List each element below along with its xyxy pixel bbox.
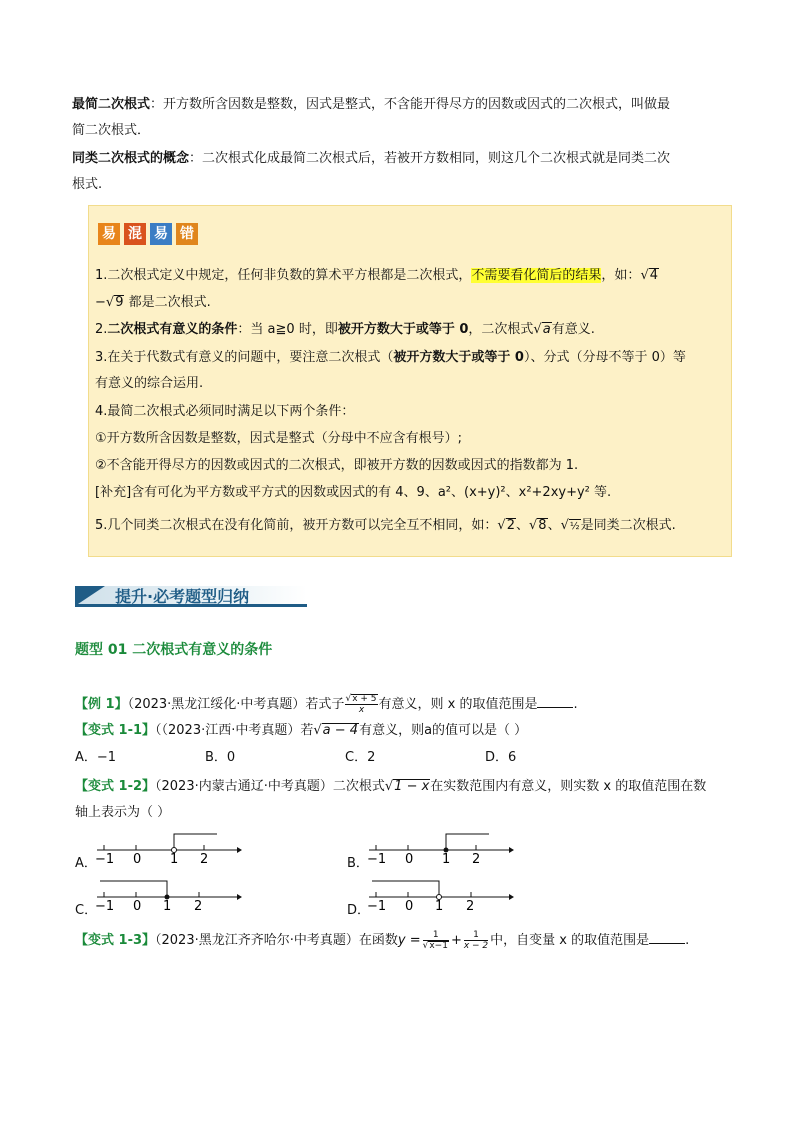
tip-line-4: 3.在关于代数式有意义的问题中，要注意二次根式（被开方数大于或等于 0）、分式（分母不等于 0）等: [95, 350, 686, 365]
badge-hun: 混: [124, 223, 146, 245]
variant-1-2: 【变式 1-2】（2023·内蒙古通辽·中考真题）二次根式√1 − x在实数范围内有意义，则实数 x 的取值范围在数: [75, 779, 707, 794]
tick-c-3: 2: [194, 899, 203, 914]
tip-line-2: −√9 都是二次根式.: [95, 295, 211, 310]
tick-c-2: 1: [163, 899, 172, 914]
tick-a-1: 0: [133, 852, 142, 867]
v12-label-a[interactable]: A．: [75, 856, 97, 871]
tick-d-2: 1: [435, 899, 444, 914]
def-simplest-term: 最简二次根式: [72, 97, 151, 112]
tip-line-9: [补充]含有可化为平方数或平方式的因数或因式的有 4、9、a²、(x+y)²、x²+2xy+y² 等.: [95, 485, 612, 500]
example-1: 【例 1】（2023·黑龙江绥化·中考真题）若式子 $\frac{√x + 5}{x}$ 有意义，则 x 的取值范围是 .: [75, 694, 578, 715]
v13-fraction-1: $\frac{1}{√x-1}$: [422, 930, 448, 951]
variant-1-2-tag: 【变式 1-2】: [75, 779, 156, 794]
badge-yi-2: 易: [150, 223, 172, 245]
number-line-c[interactable]: [92, 875, 242, 915]
tick-b-0: −1: [367, 852, 387, 867]
variant-1-1: 【变式 1-1】（（2023·江西·中考真题）若√a − 4有意义，则a的值可以是（ ）: [75, 723, 528, 738]
v11-option-c[interactable]: C．2: [345, 750, 376, 765]
example-1-fraction: $\frac{√x + 5}{x}$: [345, 694, 377, 715]
badge-yi-1: 易: [98, 223, 120, 245]
badge-cuo: 错: [176, 223, 198, 245]
tick-c-1: 0: [133, 899, 142, 914]
answer-blank-2[interactable]: [649, 931, 685, 944]
tick-b-1: 0: [405, 852, 414, 867]
v11-option-b[interactable]: B．0: [205, 750, 236, 765]
def-simplest-line: [72, 96, 670, 114]
tick-a-0: −1: [95, 852, 115, 867]
tick-d-3: 2: [466, 899, 475, 914]
tip-line-10: 5.几个同类二次根式在没有化简前，被开方数可以完全互不相同，如：√2、√8、√½是同类二次根式.: [95, 518, 676, 533]
def-simplest-body: ：开方数所含因数是整数，因式是整式，不含能开得尽方的因数或因式的二次根式，叫做最: [150, 97, 671, 112]
tip-line-7: ①开方数所含因数是整数，因式是整式（分母中不应含有根号）;: [95, 431, 463, 446]
variant-1-1-tag: 【变式 1-1】: [75, 723, 156, 738]
tick-b-2: 1: [442, 852, 451, 867]
tip-line-8: ②不含能开得尽方的因数或因式的二次根式，即被开方数的因数或因式的指数都为 1.: [95, 458, 579, 473]
tick-d-1: 0: [405, 899, 414, 914]
v11-option-a[interactable]: A．−1: [75, 750, 117, 765]
section-banner-accent: [75, 586, 105, 606]
tick-a-3: 2: [200, 852, 209, 867]
tip-line-3: 2.二次根式有意义的条件：当 a≧0 时，即被开方数大于或等于 0，二次根式√a有意义.: [95, 322, 595, 337]
type01-title: 题型 01 二次根式有意义的条件: [75, 642, 273, 658]
v12-label-d[interactable]: D．: [347, 903, 371, 918]
def-same-term: 同类二次根式的概念: [72, 151, 190, 166]
number-line-b[interactable]: [364, 828, 514, 868]
section-title: 提升·必考题型归纳: [115, 587, 250, 606]
v12-label-c[interactable]: C．: [75, 903, 98, 918]
example-1-source: （2023·黑龙江绥化·中考真题）若式子: [127, 697, 345, 712]
v12-label-b[interactable]: B．: [347, 856, 369, 871]
highlight-text: 不需要看化简后的结果: [471, 268, 602, 283]
def-same-line2: 根式.: [72, 177, 103, 192]
v13-fraction-2: $\frac{1}{x - 2}$: [463, 930, 489, 951]
variant-1-3-tag: 【变式 1-3】: [75, 933, 156, 948]
tick-d-0: −1: [367, 899, 387, 914]
tip-line-5: 有意义的综合运用.: [95, 376, 204, 391]
def-same-body: ：二次根式化成最简二次根式后，若被开方数相同，则这几个二次根式就是同类二次: [189, 151, 671, 166]
tip-line-6: 4.最简二次根式必须同时满足以下两个条件：: [95, 404, 355, 419]
v11-option-d[interactable]: D．6: [485, 750, 517, 765]
variant-1-2-line2: 轴上表示为（ ）: [75, 805, 171, 820]
example-1-tag: 【例 1】: [75, 697, 128, 712]
def-simplest-line2: 简二次根式．: [72, 123, 151, 138]
number-line-a[interactable]: [92, 828, 242, 868]
number-line-d[interactable]: [364, 875, 514, 915]
tip-line-1: 1.二次根式定义中规定，任何非负数的算术平方根都是二次根式，不需要看化简后的结果，如：√4: [95, 268, 659, 283]
variant-1-3: 【变式 1-3】（2023·黑龙江齐齐哈尔·中考真题）在函数y = $\frac{1}{√x-1}$ + $\frac{1}{x - 2}$ 中，自变量 x 的取值范围是 .: [75, 930, 690, 951]
answer-blank[interactable]: [537, 695, 573, 708]
tick-a-2: 1: [170, 852, 179, 867]
tick-c-0: −1: [95, 899, 115, 914]
def-same-line: [72, 150, 670, 168]
tick-b-3: 2: [472, 852, 481, 867]
